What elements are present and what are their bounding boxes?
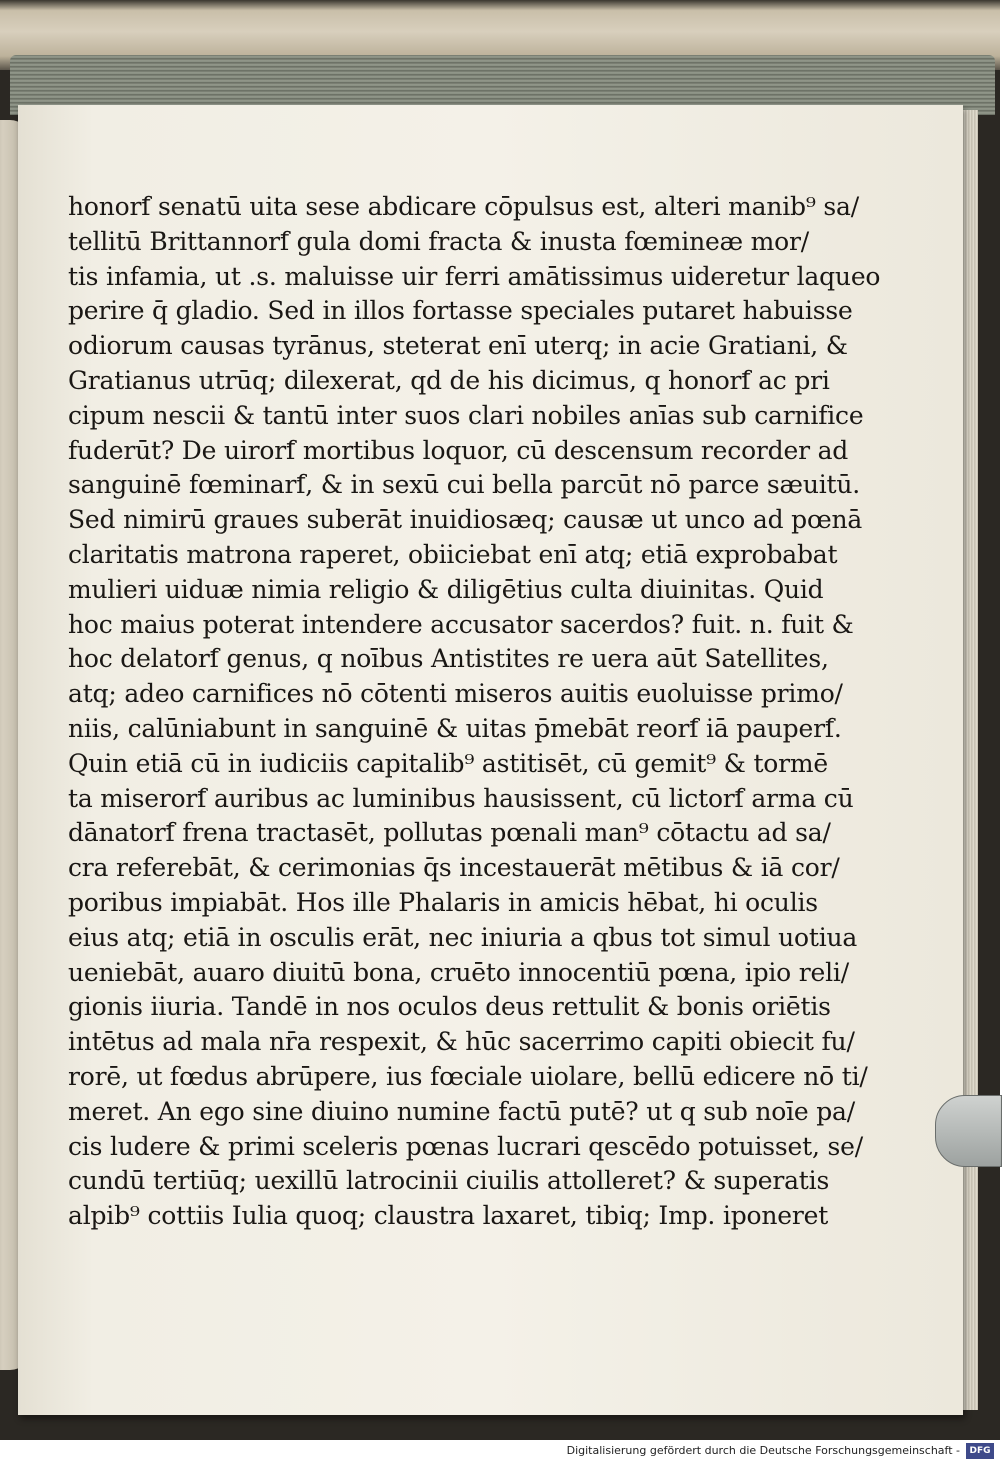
text-line: hoc maius poterat intendere accusator sacerdos? fuit. n. fuit & — [68, 609, 854, 639]
text-line: Quin etiā cū in iudiciis capitalib⁹ astitisēt, cū gemit⁹ & tormē — [68, 748, 829, 778]
text-line: rorē, ut fœdus abrūpere, ius fœciale uiolare, bellū edicere nō ti/ — [68, 1061, 868, 1091]
text-line: perire q̄ gladio. Sed in illos fortasse speciales putaret habuisse — [68, 296, 853, 326]
text-line: tis infamia, ut .s. maluisse uir ferri amātissimus uideretur laqueo — [68, 261, 881, 291]
text-line: odiorum causas tyrānus, steterat enī uterq; in acie Gratiani, & — [68, 331, 848, 361]
footer-bar — [0, 1440, 1000, 1465]
text-line: mulieri uiduæ nimia religio & diligētius culta diuinitas. Quid — [68, 574, 824, 604]
text-line: Sed nimirū graues suberāt inuidiosæq; causæ ut unco ad pœnā — [68, 505, 863, 535]
text-line: Gratianus utrūq; dilexerat, qd de his dicimus, q honorẝ ac pri — [68, 365, 830, 395]
text-line: poribus impiabāt. Hos ille Phalaris in amicis hēbat, hi oculis — [68, 887, 818, 917]
text-line: atq; adeo carnifices nō cōtenti miseros auitis euoluisse primo/ — [68, 679, 843, 709]
text-line: tellitū Brittannorẝ gula domi fracta & inusta fœmineæ mor/ — [68, 226, 809, 256]
text-line: eius atq; etiā in osculis erāt, nec iniuria a qbus tot simul uotiua — [68, 922, 858, 952]
footer-credit: Digitalisierung gefördert durch die Deutsche Forschungsgemeinschaft - — [566, 1444, 960, 1457]
text-line: alpib⁹ cottiis Iulia quoq; claustra laxaret, tibiq; Imp. iponeret — [68, 1201, 829, 1231]
text-line: niis, calūniabunt in sanguinē & uitas p̄mebāt reorẝ iā pauperẝ. — [68, 713, 842, 743]
text-line: cra referebāt, & cerimonias q̄s incestauerāt mētibus & iā cor/ — [68, 853, 840, 883]
text-line: honorẝ senatū uita sese abdicare cōpulsus est, alteri manib⁹ sa/ — [68, 192, 859, 221]
text-line: ueniebāt, auaro diuitū bona, cruēto innocentiū pœna, ipio reli/ — [68, 957, 849, 987]
text-line: cis ludere & primi sceleris pœnas lucrari qescēdo potuisset, se/ — [68, 1131, 863, 1161]
text-line: meret. An ego sine diuino numine factū putē? ut q sub noīe pa/ — [68, 1096, 855, 1126]
text-line: cipum nescii & tantū inter suos clari nobiles anīas sub carnifice — [68, 400, 864, 430]
text-line: ta miserorẝ auribus ac luminibus hausissent, cū lictorẝ arma cū — [68, 783, 854, 813]
text-line: sanguinē fœminarẝ, & in sexū cui bella parcūt nō parce sæuitū. — [68, 470, 861, 500]
text-line: cundū tertiūq; uexillū latrocinii ciuilis attolleret? & superatis — [68, 1166, 830, 1196]
book-clip — [935, 1095, 1002, 1167]
text-line: intētus ad mala nr̄a respexit, & hūc sacerrimo capiti obiecit fu/ — [68, 1027, 855, 1057]
text-line: hoc delatorẝ genus, q noībus Antistites re uera aūt Satellites, — [68, 644, 829, 674]
text-line: dānatorẝ frena tractasēt, pollutas pœnali man⁹ cōtactu ad sa/ — [68, 818, 831, 848]
dfg-logo: DFG — [966, 1443, 994, 1459]
text-line: fuderūt? De uirorẝ mortibus loquor, cū descensum recorder ad — [68, 435, 849, 465]
page-text-block — [68, 190, 881, 1234]
text-line: gionis iiuria. Tandē in nos oculos deus rettulit & bonis oriētis — [68, 992, 831, 1022]
text-line: claritatis matrona raperet, obiiciebat enī atq; etiā exprobabat — [68, 539, 838, 569]
